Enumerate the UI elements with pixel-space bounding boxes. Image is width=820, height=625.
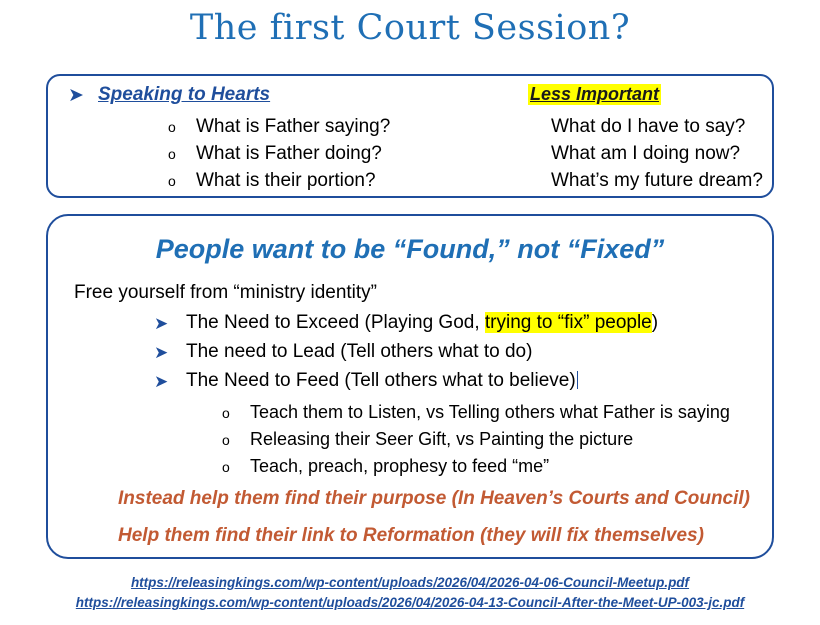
- list-item-label: Teach, preach, prophesy to feed “me”: [250, 456, 550, 476]
- row-left-text: What is their portion?: [196, 170, 376, 191]
- box2-closing-lines: [74, 488, 764, 562]
- box2-lead-text: Free yourself from “ministry identity”: [74, 282, 378, 303]
- row-left-text: What is Father saying?: [196, 116, 391, 137]
- circle-bullet-icon: o: [168, 119, 176, 135]
- found-not-fixed-box: [46, 214, 774, 559]
- list-item: [74, 341, 764, 370]
- less-important-heading: Less Important: [530, 84, 660, 104]
- list-item-label: [186, 370, 578, 392]
- list-item: [74, 312, 764, 341]
- arrow-bullet-icon: ➤: [154, 372, 169, 391]
- circle-bullet-icon: o: [168, 146, 176, 162]
- box2-title: People want to be “Found,” not “Fixed”: [155, 234, 665, 264]
- footer-links: [0, 573, 820, 613]
- closing-line: [74, 525, 764, 562]
- arrow-bullet-icon: ➤: [154, 343, 169, 362]
- box2-level1-list: [74, 312, 764, 399]
- page-title: The first Court Session?: [189, 8, 631, 48]
- closing-line: [74, 488, 764, 525]
- speaking-to-hearts-box: [46, 74, 774, 198]
- list-item: [74, 456, 764, 483]
- list-item: [74, 402, 764, 429]
- list-item-post: ): [651, 312, 659, 333]
- list-item-pre: The Need to Feed (Tell others what to believe): [186, 370, 576, 391]
- arrow-bullet-icon: ➤: [154, 314, 169, 333]
- list-item-highlight: trying to “fix” people: [484, 312, 652, 333]
- arrow-bullet-icon: ➤: [68, 85, 84, 106]
- list-item-label: The need to Lead (Tell others what to do): [186, 341, 533, 362]
- circle-bullet-icon: o: [168, 173, 176, 189]
- box1-rows: [68, 116, 768, 197]
- speaking-to-hearts-link[interactable]: Speaking to Hearts: [98, 84, 271, 105]
- table-row: [68, 170, 768, 197]
- list-item: [74, 429, 764, 456]
- list-item: [74, 370, 764, 399]
- text-cursor: [577, 371, 578, 389]
- closing-line-text: Instead help them find their purpose (In Heaven’s Courts and Council): [118, 488, 751, 509]
- footer-link-2[interactable]: https://releasingkings.com/wp-content/uploads/2026/04/2026-04-13-Council-After-the-Meet-UP-003-jc.pdf: [75, 595, 745, 610]
- row-right-text: What do I have to say?: [551, 116, 746, 137]
- row-right-text: What am I doing now?: [551, 143, 741, 164]
- closing-line-text: Help them find their link to Reformation (they will fix themselves): [118, 525, 704, 546]
- list-item-label: [186, 312, 658, 334]
- list-item-pre: The Need to Exceed (Playing God,: [186, 312, 485, 333]
- table-row: [68, 143, 768, 170]
- row-right-text: What’s my future dream?: [551, 170, 763, 191]
- box2-level2-list: [74, 402, 764, 483]
- box1-header: [68, 84, 758, 114]
- table-row: [68, 116, 768, 143]
- row-left-text: What is Father doing?: [196, 143, 382, 164]
- footer-link-1[interactable]: https://releasingkings.com/wp-content/uploads/2026/04/2026-04-06-Council-Meetup.pdf: [130, 575, 690, 590]
- circle-bullet-icon: o: [222, 459, 230, 475]
- list-item-label: Releasing their Seer Gift, vs Painting the picture: [250, 429, 634, 449]
- list-item-label: Teach them to Listen, vs Telling others what Father is saying: [250, 402, 730, 422]
- circle-bullet-icon: o: [222, 405, 230, 421]
- circle-bullet-icon: o: [222, 432, 230, 448]
